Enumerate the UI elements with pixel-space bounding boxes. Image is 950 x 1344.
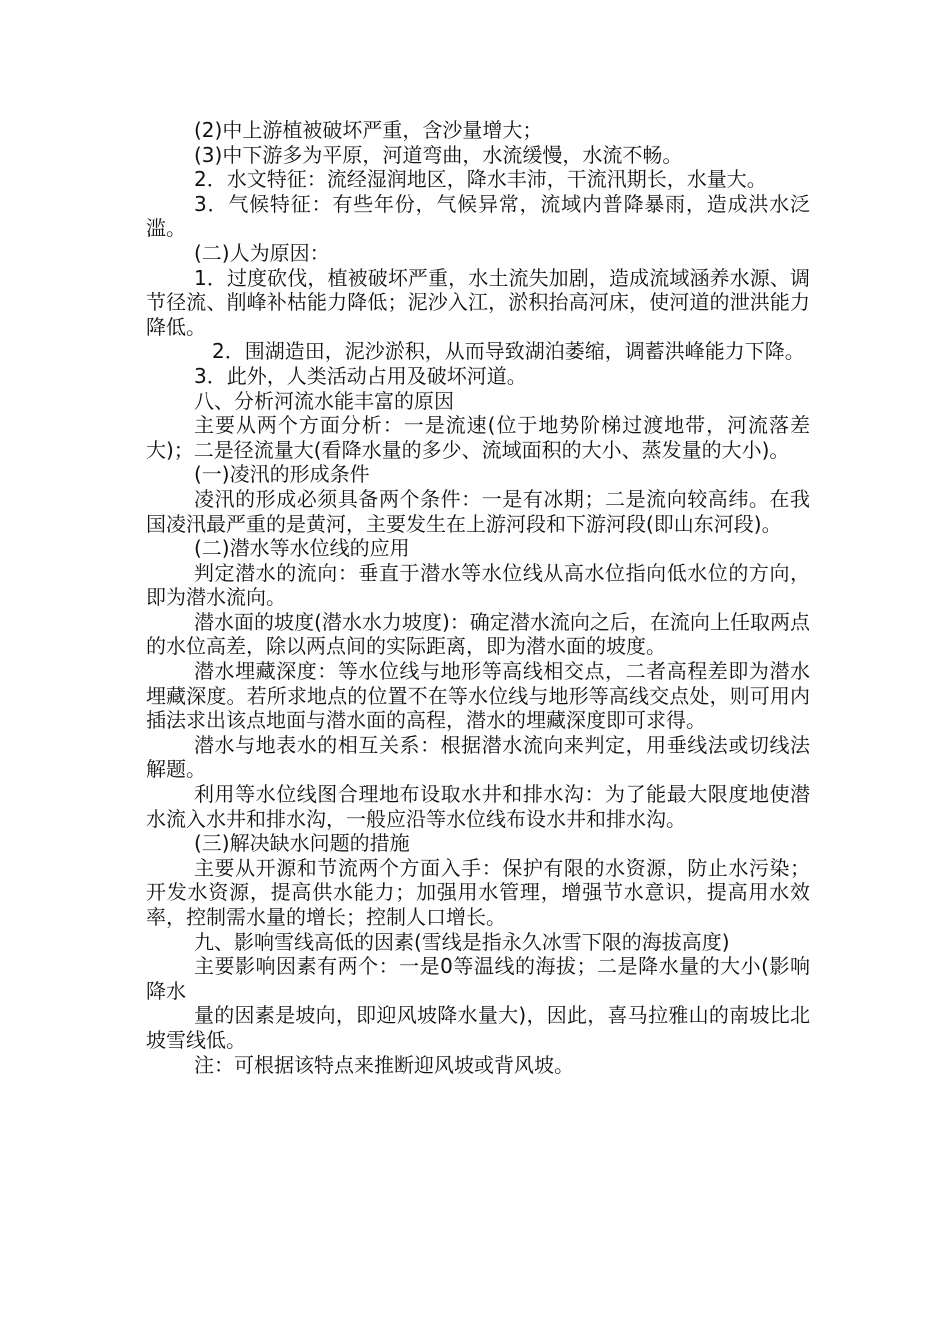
paragraph: 主要影响因素有两个：一是0等温线的海拔；二是降水量的大小(影响降水: [146, 954, 810, 1003]
paragraph: 2．水文特征：流经湿润地区，降水丰沛，干流汛期长，水量大。: [194, 167, 767, 192]
paragraph: 潜水埋藏深度：等水位线与地形等高线相交点，二者高程差即为潜水埋藏深度。若所求地点的位置不在等水位线与地形等高线交点处，则可用内插法求出该点地面与潜水面的高程，潜水的埋藏深度即可求得。: [146, 659, 810, 733]
section-heading: (二)人为原因：: [194, 240, 330, 265]
paragraph: 2．围湖造田，泥沙淤积，从而导致湖泊萎缩，调蓄洪峰能力下降。: [212, 339, 805, 364]
paragraph: 主要从开源和节流两个方面入手：保护有限的水资源，防止水污染；开发水资源，提高供水能力；加强用水管理，增强节水意识，提高用水效率，控制需水量的增长；控制人口增长。: [146, 855, 810, 929]
section-heading: 九、影响雪线高低的因素(雪线是指永久冰雪下限的海拔高度): [194, 929, 730, 954]
section-heading: 八、分析河流水能丰富的原因: [194, 388, 454, 413]
section-heading: (二)潜水等水位线的应用: [194, 536, 410, 561]
section-heading: (一)凌汛的形成条件: [194, 462, 370, 487]
paragraph: 凌汛的形成必须具备两个条件：一是有冰期；二是流向较高纬。在我国凌汛最严重的是黄河，主要发生在上游河段和下游河段(即山东河段)。: [146, 486, 810, 536]
note: 注：可根据该特点来推断迎风坡或背风坡。: [194, 1052, 574, 1077]
section-heading: (三)解决缺水问题的措施: [194, 831, 410, 856]
paragraph: 主要从两个方面分析：一是流速(位于地势阶梯过渡地带，河流落差大)；二是径流量大(看降水量的多少、流域面积的大小、蒸发量的大小)。: [146, 413, 810, 462]
paragraph: (2)中上游植被破坏严重，含沙量增大；: [194, 118, 543, 142]
paragraph: 利用等水位线图合理地布设取水井和排水沟：为了能最大限度地使潜水流入水井和排水沟，一般应沿等水位线布设水井和排水沟。: [146, 782, 810, 831]
paragraph: 3．气候特征：有些年份，气候异常，流域内普降暴雨，造成洪水泛滥。: [146, 191, 810, 241]
paragraph: 潜水与地表水的相互关系：根据潜水流向来判定，用垂线法或切线法解题。: [146, 732, 810, 782]
paragraph: 量的因素是坡向，即迎风坡降水量大)，因此，喜马拉雅山的南坡比北坡雪线低。: [146, 1003, 810, 1052]
paragraph: 判定潜水的流向：垂直于潜水等水位线从高水位指向低水位的方向，即为潜水流向。: [146, 560, 810, 610]
document-body: [146, 118, 810, 1077]
paragraph: 1．过度砍伐，植被破坏严重，水土流失加剧，造成流域涵养水源、调节径流、削峰补枯能力降低；泥沙入江，淤积抬高河床，使河道的泄洪能力降低。: [146, 265, 810, 339]
paragraph: (3)中下游多为平原，河道弯曲，水流缓慢，水流不畅。: [194, 142, 683, 167]
paragraph: 潜水面的坡度(潜水水力坡度)：确定潜水流向之后，在流向上任取两点的水位高差，除以两点间的实际距离，即为潜水面的坡度。: [146, 609, 810, 659]
paragraph: 3．此外，人类活动占用及破坏河道。: [194, 363, 527, 388]
